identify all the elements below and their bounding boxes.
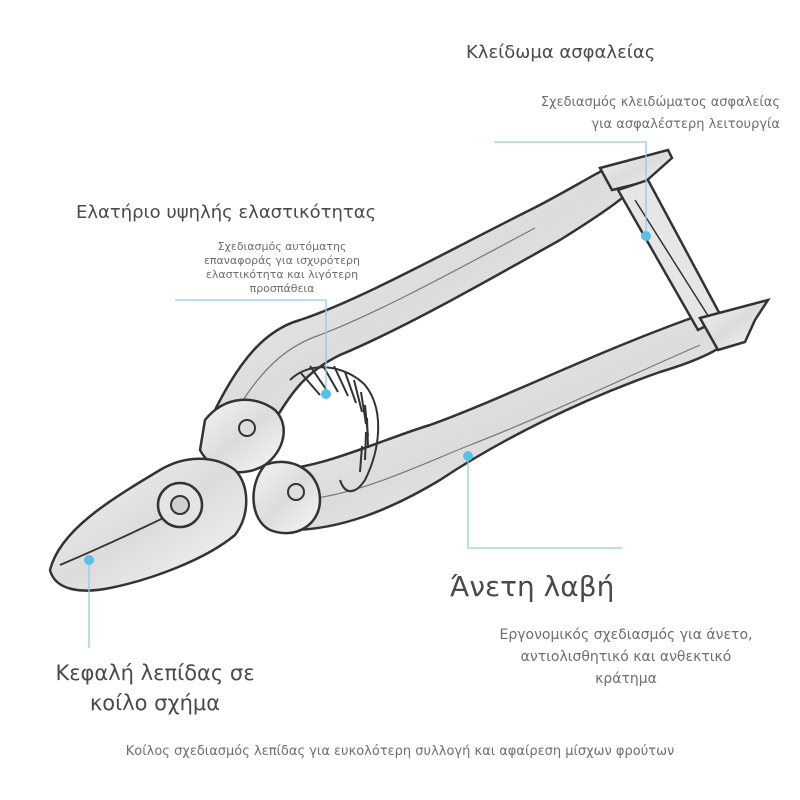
blade-head-title xyxy=(30,658,280,718)
safety-lock-desc-line1: Σχεδιασμός κλειδώματος ασφαλείας xyxy=(540,95,780,110)
handle-desc-line1: Εργονομικός σχεδιασμός για άνετο, xyxy=(499,627,753,643)
blade-head-title-line1: Κεφαλή λεπίδας σε xyxy=(55,661,255,685)
spring-description xyxy=(192,240,372,296)
handle-description xyxy=(466,624,786,690)
dot-safety-lock xyxy=(641,231,651,241)
handle-desc-line3: κράτημα xyxy=(595,671,657,687)
safety-lock-desc-line2: για ασφαλέστερη λειτουργία xyxy=(591,117,780,132)
safety-lock-title: Κλείδωμα ασφαλείας xyxy=(466,42,656,63)
dot-handle xyxy=(463,451,473,461)
leader-spring xyxy=(175,300,326,394)
footer-caption: Κοίλος σχεδιασμός λεπίδας για ευκολότερη συλλογή και αφαίρεση μίσχων φρούτων xyxy=(125,744,675,759)
handle-desc-line2: αντιολισθητικό και ανθεκτικό xyxy=(520,649,732,665)
leader-safety-lock xyxy=(494,142,646,236)
safety-lock-description xyxy=(480,92,780,136)
spring-title: Ελατήριο υψηλής ελαστικότητας xyxy=(76,202,377,223)
blade-head-title-line2: κοίλο σχήμα xyxy=(89,691,221,715)
spring-desc-line1: Σχεδιασμός αυτόματης xyxy=(217,240,347,253)
handle-title: Άνετη λαβή xyxy=(450,570,615,603)
spring-desc-line4: προσπάθεια xyxy=(249,282,315,295)
dot-blade-head xyxy=(84,555,94,565)
spring-desc-line2: επαναφοράς για ισχυρότερη xyxy=(203,254,360,267)
leader-handle xyxy=(468,456,622,548)
spring-desc-line3: ελαστικότητα και λιγότερη xyxy=(205,268,359,281)
dot-spring xyxy=(321,389,331,399)
